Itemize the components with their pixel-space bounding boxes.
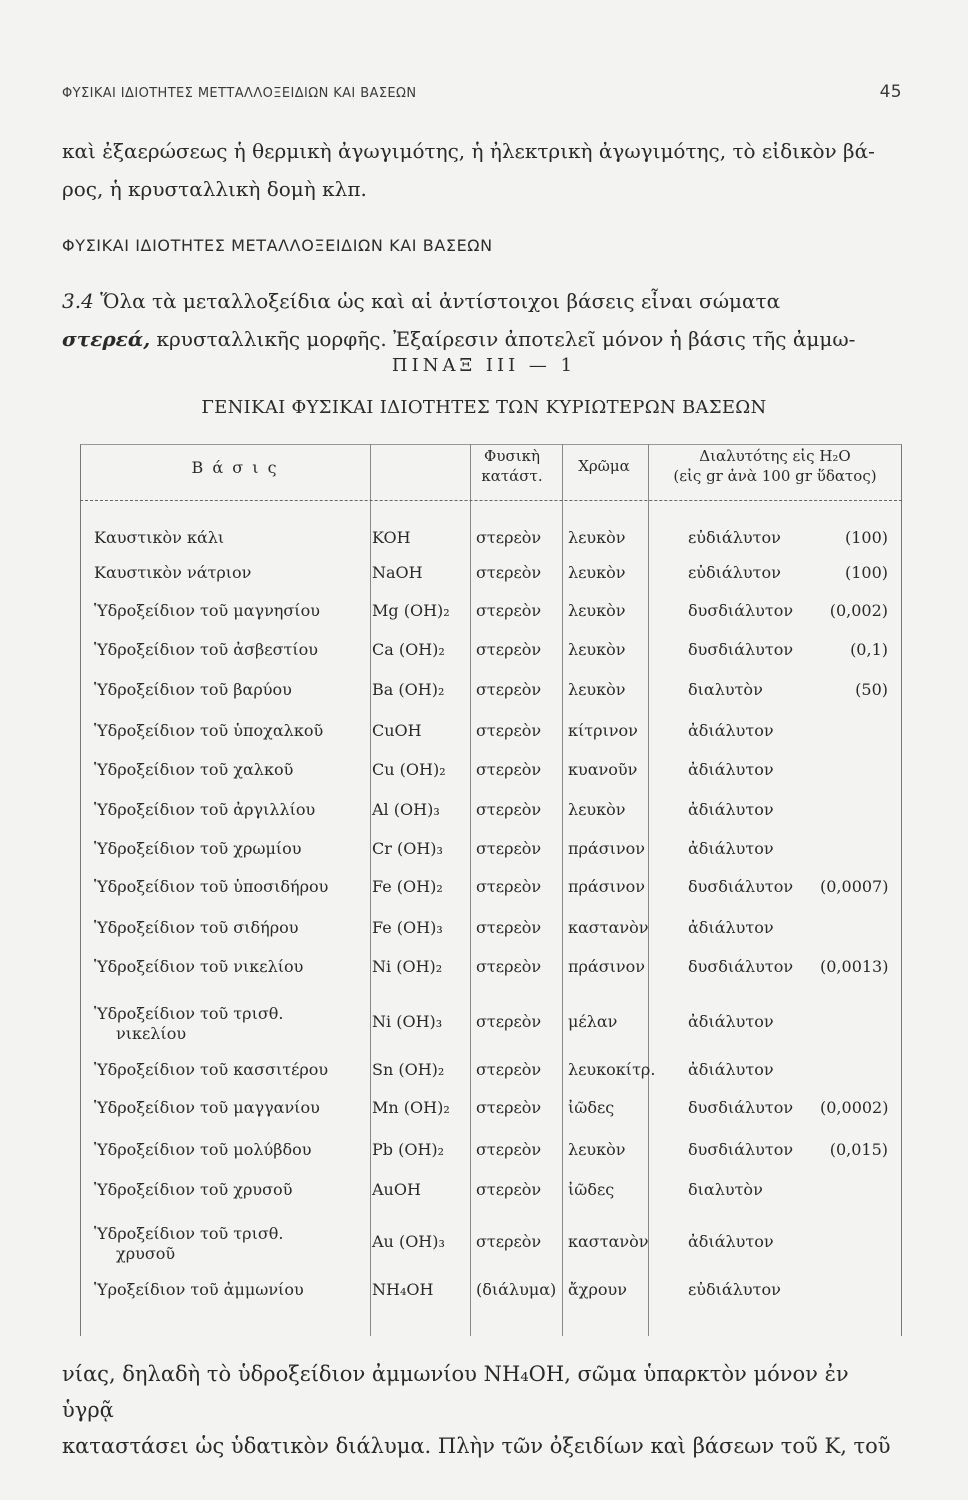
physical-state: στερεὸν [476,1098,542,1117]
running-head-title: ΦΥΣΙΚΑΙ ΙΔΙΟΤΗΤΕΣ ΜΕΤΤΑΛΛΟΞΕΙΔΙΩΝ ΚΑΙ ΒΑΣΕΩΝ [62,86,417,101]
solubility: ἀδιάλυτον [688,918,774,937]
color: λευκὸν [568,680,626,699]
solubility-value: (0,0002) [820,1098,889,1117]
table-row [80,528,902,568]
solubility-value: (0,0013) [820,957,889,976]
table-row [80,1224,902,1272]
intro-line-1: καὶ ἐξαερώσεως ἡ θερμικὴ ἀγωγιμότης, ἡ ἠλεκτρικὴ ἀγωγιμότης, τὸ εἰδικὸν βά- [62,139,875,163]
base-name: Ὑδροξείδιον τοῦ ὑποσιδήρου [94,877,329,896]
solubility: ἀδιάλυτον [688,800,774,819]
table-label: ΠΙΝΑΞ III — 1 [391,355,577,376]
solubility: δυσδιάλυτον [688,1098,794,1117]
color: ἰῶδες [568,1180,615,1199]
color: πράσινον [568,839,646,858]
solubility: εὐδιάλυτον [688,528,781,547]
base-name: Ὑδροξείδιον τοῦ ἀσβεστίου [94,640,318,659]
solubility: δυσδιάλυτον [688,877,794,896]
formula: Ba (OH)₂ [372,680,445,699]
color: μέλαν [568,1012,618,1031]
physical-state: στερεὸν [476,680,542,699]
physical-state: στερεὸν [476,1232,542,1251]
header-solubility-line-1: Διαλυτότης εἰς H₂O [699,447,851,465]
formula: NH₄OH [372,1280,434,1299]
physical-state: στερεὸν [476,721,542,740]
section-line-2-text: κρυσταλλικῆς μορφῆς. Ἐξαίρεσιν ἀποτελεῖ μόνον ἡ βάσις τῆς ἀμμω- [156,327,856,351]
color: κυανοῦν [568,760,638,779]
closing-line-1: νίας, δηλαδὴ τὸ ὑδροξείδιον ἀμμωνίου NH₄OH, σῶμα ὑπαρκτὸν μόνον ἐν ὑγρᾷ [62,1362,849,1422]
base-name [94,1224,283,1264]
header-solubility-line-2: (εἰς gr ἀνὰ 100 gr ὕδατος) [673,467,877,485]
formula: Ca (OH)₂ [372,640,445,659]
physical-state: στερεὸν [476,877,542,896]
section-emphasis: στερεά, [62,327,151,351]
formula: NaOH [372,563,423,582]
color: καστανὸν [568,1232,649,1251]
solubility: διαλυτὸν [688,1180,763,1199]
physical-state: στερεὸν [476,1060,542,1079]
solubility-value: (0,0007) [820,877,889,896]
color: λευκοκίτρ. [568,1060,656,1079]
physical-state: στερεὸν [476,1140,542,1159]
color: ἄχρουν [568,1280,627,1299]
base-name: Ὑδροξείδιον τοῦ χρωμίου [94,839,302,858]
base-name: Ὑδροξείδιον τοῦ κασσιτέρου [94,1060,329,1079]
solubility: δυσδιάλυτον [688,601,794,620]
color: λευκὸν [568,640,626,659]
solubility: ἀδιάλυτον [688,839,774,858]
color: λευκὸν [568,800,626,819]
solubility: εὐδιάλυτον [688,563,781,582]
base-name: Ὑδροξείδιον τοῦ σιδήρου [94,918,299,937]
color: κίτρινον [568,721,638,740]
formula: Fe (OH)₃ [372,918,443,937]
physical-state: στερεὸν [476,760,542,779]
page-number: 45 [879,82,902,102]
formula: Fe (OH)₂ [372,877,443,896]
formula: Pb (OH)₂ [372,1140,445,1159]
table-row [80,680,902,720]
table-row [80,1280,902,1320]
base-name: Ὑδροξείδιον τοῦ ὑποχαλκοῦ [94,721,324,740]
table-row [80,1180,902,1220]
base-name-line-2: χρυσοῦ [116,1244,176,1263]
header-divider [80,500,902,501]
header-base: Β ά σ ι ς [191,458,279,477]
header-state-line-1: Φυσικὴ [484,447,540,465]
base-name [94,1004,283,1044]
physical-state: στερεὸν [476,1180,542,1199]
base-name: Καυστικὸν νάτριον [94,563,252,582]
solubility: διαλυτὸν [688,680,763,699]
table-row [80,640,902,680]
header-state-line-2: κατάστ. [481,467,543,485]
header-color: Χρῶμα [578,457,630,475]
solubility-value: (0,002) [829,601,888,620]
base-name: Ὑδροξείδιον τοῦ χρυσοῦ [94,1180,293,1199]
section-line-1-text: Ὅλα τὰ μεταλλοξείδια ὡς καὶ αἱ ἀντίστοιχοι βάσεις εἶναι σώματα [100,289,781,313]
base-name: Ὑδροξείδιον τοῦ νικελίου [94,957,304,976]
table-row [80,721,902,761]
color: πράσινον [568,957,646,976]
solubility: εὐδιάλυτον [688,1280,781,1299]
base-name: Ὑδροξείδιον τοῦ μολύβδου [94,1140,312,1159]
intro-line-2: ρος, ἡ κρυσταλλικὴ δομὴ κλπ. [62,177,367,201]
solubility-value: (0,015) [829,1140,888,1159]
table-row [80,1140,902,1180]
physical-state: στερεὸν [476,957,542,976]
physical-state: στερεὸν [476,528,542,547]
solubility: δυσδιάλυτον [688,640,794,659]
base-name-line-1: Ὑδροξείδιον τοῦ τρισθ. [94,1004,284,1023]
formula: AuOH [372,1180,421,1199]
color: ἰῶδες [568,1098,615,1117]
physical-state: στερεὸν [476,839,542,858]
base-name: Ὑροξείδιον τοῦ ἀμμωνίου [94,1280,304,1299]
solubility: ἀδιάλυτον [688,1060,774,1079]
solubility-value: (100) [844,563,888,582]
solubility: ἀδιάλυτον [688,760,774,779]
closing-line-2: καταστάσει ὡς ὑδατικὸν διάλυμα. Πλὴν τῶν ὀξειδίων καὶ βάσεων τοῦ K, τοῦ [62,1434,891,1458]
formula: Ni (OH)₃ [372,1012,443,1031]
base-name: Καυστικὸν κάλι [94,528,225,547]
physical-state: στερεὸν [476,1012,542,1031]
formula: Cr (OH)₃ [372,839,443,858]
formula: Ni (OH)₂ [372,957,443,976]
color: λευκὸν [568,528,626,547]
solubility-value: (50) [855,680,888,699]
formula: Mn (OH)₂ [372,1098,450,1117]
solubility-value: (100) [844,528,888,547]
table-caption: ΓΕΝΙΚΑΙ ΦΥΣΙΚΑΙ ΙΔΙΟΤΗΤΕΣ ΤΩΝ ΚΥΡΙΩΤΕΡΩΝ ΒΑΣΕΩΝ [201,397,767,418]
formula: Cu (OH)₂ [372,760,446,779]
table-row [80,957,902,997]
section-line-1 [62,282,898,320]
table-row [80,563,902,603]
color: λευκὸν [568,601,626,620]
table-row [80,918,902,958]
section-heading: ΦΥΣΙΚΑΙ ΙΔΙΟΤΗΤΕΣ ΜΕΤΑΛΛΟΞΕΙΔΙΩΝ ΚΑΙ ΒΑΣΕΩΝ [62,236,493,255]
base-name: Ὑδροξείδιον τοῦ μαγνησίου [94,601,320,620]
base-name-line-2: νικελίου [116,1024,187,1043]
intro-paragraph [62,132,898,208]
base-name-line-1: Ὑδροξείδιον τοῦ τρισθ. [94,1224,284,1243]
base-name: Ὑδροξείδιον τοῦ χαλκοῦ [94,760,294,779]
table-row [80,1004,902,1052]
formula: KOH [372,528,411,547]
solubility-value: (0,1) [850,640,888,659]
section-number: 3.4 [62,289,94,313]
physical-state: στερεὸν [476,563,542,582]
base-name: Ὑδροξείδιον τοῦ ἀργιλλίου [94,800,316,819]
solubility: δυσδιάλυτον [688,957,794,976]
formula: Sn (OH)₂ [372,1060,445,1079]
color: λευκὸν [568,563,626,582]
color: πράσινον [568,877,646,896]
physical-state: στερεὸν [476,918,542,937]
physical-state: στερεὸν [476,640,542,659]
table-row [80,760,902,800]
base-name: Ὑδροξείδιον τοῦ βαρύου [94,680,292,699]
formula: Au (OH)₃ [372,1232,445,1251]
header-state [462,446,562,486]
solubility: δυσδιάλυτον [688,1140,794,1159]
table-row [80,800,902,840]
table-row [80,1060,902,1100]
table-row [80,601,902,641]
physical-state: στερεὸν [476,800,542,819]
color: καστανὸν [568,918,649,937]
section-line-2 [62,320,898,358]
base-name: Ὑδροξείδιον τοῦ μαγγανίου [94,1098,320,1117]
closing-paragraph-text [62,1356,898,1464]
physical-state: στερεὸν [476,601,542,620]
table-row [80,877,902,917]
table-row [80,839,902,879]
solubility: ἀδιάλυτον [688,721,774,740]
formula: Mg (OH)₂ [372,601,450,620]
running-head [62,82,902,102]
section-paragraph [62,282,898,358]
header-solubility [648,446,902,486]
formula: Al (OH)₃ [372,800,440,819]
solubility: ἀδιάλυτον [688,1232,774,1251]
solubility: ἀδιάλυτον [688,1012,774,1031]
table-row [80,1098,902,1138]
color: λευκὸν [568,1140,626,1159]
physical-state: (διάλυμα) [476,1280,557,1299]
formula: CuOH [372,721,422,740]
